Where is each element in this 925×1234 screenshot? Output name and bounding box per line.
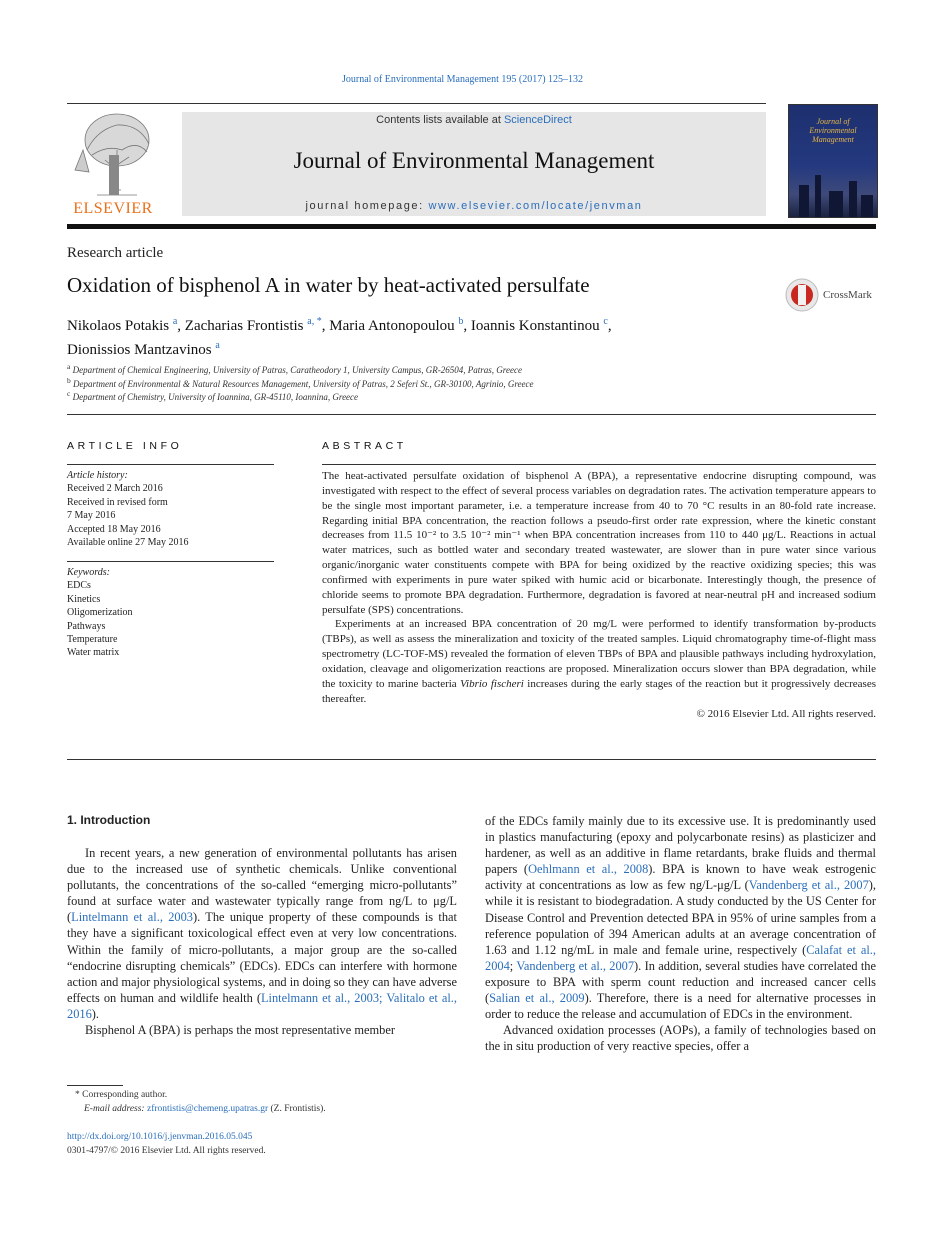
abstract-text: Experiments at an increased BPA concentration of 20 mg/L were performed to identify transformation by-products (TBPs), as well as assess the mineralization and toxicity of the treated samples. Liquid chromatography time-of-flight mass spectrometry (LC-TOF-MS) revealed the formation of eleven TBPs of BPA and plausible pathways including hydroxylation, oxidation, cleavage and oligomerization reactions are proposed. Mineralization occurs slower than BPA degradation, while the toxicity to marine bacteria: [322, 618, 876, 690]
intro-left-column: [67, 845, 457, 1038]
intro-right-column: [485, 813, 876, 1054]
doi-link[interactable]: http://dx.doi.org/10.1016/j.jenvman.2016.05.045: [67, 1132, 253, 1142]
article-history: [67, 469, 188, 549]
keyword: Pathways: [67, 620, 106, 632]
intro-paragraph: [485, 813, 876, 1022]
history-item: Available online 27 May 2016: [67, 537, 189, 549]
author-name[interactable]: Nikolaos Potakis: [67, 318, 170, 334]
intro-text: In recent years, a new generation of environmental pollutants has arisen due to the increased use of synthetic chemicals. Unlike conventional pollutants, the concentrations of the so-called “emerging micro-pollutants” found at surface water and wastewater typically range from ng/L to μg/L (: [67, 846, 457, 925]
keyword: Oligomerization: [67, 607, 133, 619]
reference-link[interactable]: Vandenberg et al., 2007: [748, 878, 869, 893]
affiliation-text: Department of Environmental & Natural Resources Management, University of Patras, 2 Seferi St., GR-30100, Agrinio, Greece: [73, 379, 534, 389]
author-affil-mark[interactable]: a: [215, 340, 220, 351]
corresponding-author-note: * Corresponding author.: [75, 1090, 168, 1100]
author-affil-mark[interactable]: c: [603, 316, 608, 327]
intro-text: ).: [91, 1006, 100, 1021]
history-item: Accepted 18 May 2016: [67, 523, 161, 535]
intro-paragraph: [67, 845, 457, 1022]
header-rule: [67, 103, 766, 104]
reference-link[interactable]: Lintelmann et al., 2003; Valitalo et al., 2016: [67, 990, 458, 1021]
affiliation-text: Department of Chemistry, University of Ioannina, GR-45110, Ioannina, Greece: [72, 392, 359, 402]
email-label: E-mail address:: [84, 1104, 147, 1114]
reference-link[interactable]: Salian et al., 2009: [489, 991, 585, 1006]
homepage-line: [182, 200, 766, 212]
affiliation-mark: b: [67, 376, 71, 385]
affiliation-text: Department of Chemical Engineering, University of Patras, Caratheodory 1, University Campus, GR-26504, Patras, Greece: [72, 365, 522, 375]
abstract-heading: ABSTRACT: [322, 440, 407, 452]
email-suffix: (Z. Frontistis).: [268, 1104, 326, 1114]
abstract-copyright: © 2016 Elsevier Ltd. All rights reserved.: [696, 707, 876, 720]
species-name: Vibrio fischeri: [460, 677, 524, 690]
article-title: Oxidation of bisphenol A in water by heat-activated persulfate: [67, 273, 590, 297]
intro-text: ;: [509, 958, 517, 973]
journal-cover-image: [788, 104, 878, 218]
keywords-list: [67, 566, 133, 660]
affiliation-mark: a: [67, 362, 71, 371]
section-rule: [67, 759, 876, 760]
contents-line: [182, 114, 766, 126]
affiliation: [67, 389, 358, 402]
email-link[interactable]: zfrontistis@chemeng.upatras.gr: [146, 1104, 269, 1114]
reference-link[interactable]: Calafat et al., 2004: [485, 942, 876, 973]
keywords-rule: [67, 561, 274, 562]
cover-skyline-graphic: [789, 165, 877, 217]
history-item: Received 2 March 2016: [67, 483, 163, 495]
intro-paragraph: Bisphenol A (BPA) is perhaps the most representative member: [85, 1023, 395, 1038]
author-affil-mark[interactable]: a: [172, 316, 178, 327]
crossmark-badge[interactable]: [785, 278, 877, 312]
article-type: Research article: [67, 245, 164, 261]
keyword: EDCs: [67, 580, 91, 592]
author-name[interactable]: Dionissios Mantzavinos: [67, 342, 212, 358]
affiliation-mark: c: [67, 389, 71, 398]
affiliation: [67, 376, 534, 389]
sciencedirect-link[interactable]: ScienceDirect: [503, 114, 572, 126]
journal-banner: [182, 112, 766, 216]
crossmark-icon: [785, 278, 819, 312]
section-rule: [67, 414, 876, 415]
keyword: Temperature: [67, 634, 118, 646]
keywords-label: Keywords:: [67, 567, 110, 578]
crossmark-label: CrossMark: [823, 289, 872, 301]
reference-link[interactable]: Lintelmann et al., 2003: [71, 910, 193, 925]
affiliation: [67, 362, 522, 375]
header-thick-rule: [67, 224, 876, 229]
email-note: [84, 1104, 326, 1114]
abstract-paragraph: [322, 617, 876, 706]
journal-name: Journal of Environmental Management: [293, 148, 655, 173]
footnote-rule: [67, 1085, 123, 1086]
intro-text: ), while it is resistant to biodegradation. A study conducted by the US Center for Disease Control and Prevention detected BPA in 95% of urine samples from a reference population of 394 American adults at an average concentration of 1.63 and 1.12 ng/mL in male and female urine, respectively (: [485, 878, 876, 957]
intro-text: ). The unique property of these compounds is that they have a significant toxicological effect even at very low concentrations. Within the family of micro-pollutants, a major group are the so-called “endocrine disrupting chemicals” (EDCs). EDCs can interfere with hormone action and major physiological systems, and in doing so they can have adverse effects on human and wildlife health (: [67, 910, 457, 1005]
issn-line: 0301-4797/© 2016 Elsevier Ltd. All rights reserved.: [67, 1146, 266, 1156]
author-name[interactable]: Maria Antonopoulou: [329, 318, 455, 334]
history-item: Received in revised form: [67, 496, 168, 508]
history-label: Article history:: [67, 470, 128, 481]
author-affil-mark[interactable]: a, *: [307, 316, 322, 327]
publisher-name: ELSEVIER: [73, 200, 153, 217]
intro-text: ). In addition, several studies have correlated the exposure to BPA with sperm count reduction and increased cancer cells (: [485, 958, 876, 1006]
author-name[interactable]: Zacharias Frontistis: [184, 318, 304, 334]
author-affil-mark[interactable]: b: [458, 316, 464, 327]
author-list: Nikolaos Potakis $^a$, Zacharias Frontistis $^{a, *}$, Maria Antonopoulou $^b$, Ioannis Konstantinou $^c$, Dionissios Mantzavinos $^a$: [67, 316, 612, 358]
abstract-rule: [322, 464, 876, 465]
cover-title: Journal of Environmental Management: [809, 117, 857, 144]
article-info-heading: ARTICLE INFO: [67, 440, 183, 452]
intro-text: ). BPA is known to have weak estrogenic activity at concentrations as low as few ng/L-μg/L (: [485, 862, 876, 893]
reference-link[interactable]: Oehlmann et al., 2008: [528, 862, 649, 877]
author-name[interactable]: Ioannis Konstantinou: [470, 318, 600, 334]
intro-heading: 1. Introduction: [67, 813, 151, 827]
article-info-rule: [67, 464, 274, 465]
keyword: Kinetics: [67, 593, 101, 605]
doi-line: [67, 1132, 252, 1142]
abstract-paragraph: The heat-activated persulfate oxidation of bisphenol A (BPA), a representative endocrine disrupting compound, was investigated with respect to the effect of several process variables on degradation rates. The activation temperature appears to be the single most important parameter, i.e. a temperature increase from 40 to 70 °C results in an 80-fold rate increase. Regarding initial BPA concentration, the reaction follows a pseudo-first order rate expression, where the kinetic constant decreases from 11.5 10⁻² to 3.5 10⁻² min⁻¹ when BPA concentration increases from 110 to 440 μg/L. Reactions in actual water matrices, such as bottled water and secondary treated wastewater, are slower than in pure water since various organic/inorganic water constituents compete with BPA for being oxidized by the reactive oxidizing species; this was confirmed with experiments in pure water spiked with humic acid or bicarbonate. Interestingly though, the presence of chloride seems to promote BPA degradation. Furthermore, degradation is favored at near-neutral pH and increased sodium persulfate (SPS) concentrations.: [322, 470, 876, 616]
intro-paragraph: Advanced oxidation processes (AOPs), a family of technologies based on the in situ production of very reactive species, offer a: [485, 1023, 876, 1054]
intro-text: ). Therefore, there is a need for alternative processes in order to reduce the release and accumulation of EDCs in the environment.: [485, 991, 876, 1022]
homepage-link[interactable]: www.elsevier.com/locate/jenvman: [428, 200, 643, 212]
homepage-prefix: journal homepage:: [305, 200, 429, 212]
intro-text: of the EDCs family mainly due to its excessive use. It is predominantly used in plastics manufacturing (epoxy and polycarbonate resins) as plasticizer and hardener, as well as an additive in flame retardants, brake fluids and thermal papers (: [485, 814, 876, 877]
abstract-text: increases during the early stages of the reaction but it progressively decreases thereafter.: [322, 677, 876, 705]
abstract-body: [322, 469, 876, 721]
history-item: 7 May 2016: [67, 510, 116, 522]
reference-link[interactable]: Vandenberg et al., 2007: [516, 958, 635, 973]
contents-prefix: Contents lists available at: [376, 114, 504, 126]
journal-citation[interactable]: Journal of Environmental Management 195 (2017) 125–132: [341, 74, 584, 85]
keyword: Water matrix: [67, 647, 120, 659]
